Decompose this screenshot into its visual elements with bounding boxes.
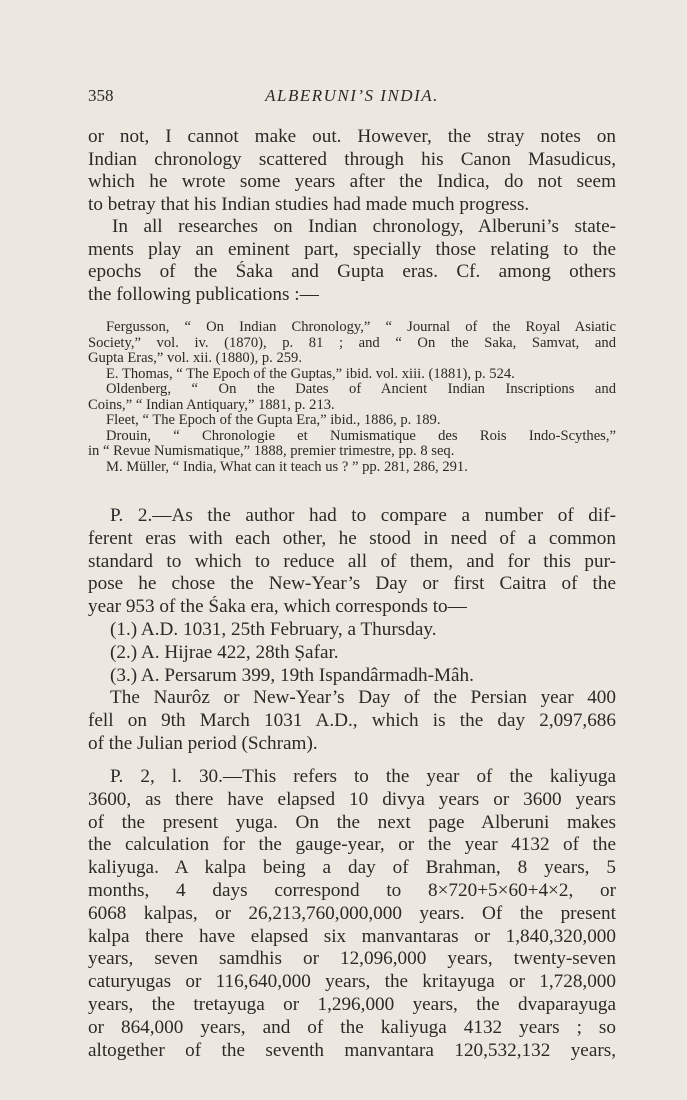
references-list [88, 320, 616, 475]
text-line: years, the tretayuga or 1,296,000 years, the dvaparayuga [88, 993, 616, 1015]
reference-line: Society,” vol. iv. (1870), p. 81 ; and “ On the Saka, Samvat, and [88, 335, 616, 351]
text-line: epochs of the Śaka and Gupta eras. Cf. among others [88, 261, 616, 282]
reference-line: Fergusson, “ On Indian Chronology,” “ Journal of the Royal Asiatic [106, 320, 616, 335]
text-line: fell on 9th March 1031 A.D., which is the day 2,097,686 [88, 710, 616, 732]
text-line: years, seven samdhis or 12,096,000 years, twenty-seven [88, 948, 616, 970]
reference-line: Oldenberg, “ On the Dates of Ancient Indian Inscriptions and [106, 382, 616, 397]
reference-line: Fleet, “ The Epoch of the Gupta Era,” ibid., 1886, p. 189. [106, 413, 441, 428]
text-line: standard to which to reduce all of them, and for this pur- [88, 550, 616, 572]
text-line: of the present yuga. On the next page Alberuni makes [88, 811, 616, 833]
text-line: (1.) A.D. 1031, 25th February, a Thursday. [110, 618, 437, 640]
reference-line: Gupta Eras,” vol. xii. (1880), p. 259. [88, 351, 303, 366]
text-line: (3.) A. Persarum 399, 19th Ispandârmadh-Mâh. [110, 664, 474, 686]
reference-line: M. Müller, “ India, What can it teach us ? ” pp. 281, 286, 291. [106, 459, 468, 475]
text-line: the calculation for the gauge-year, or the year 4132 of the [88, 834, 616, 856]
note-p2-l30 [88, 766, 616, 1062]
text-line: The Naurôz or New-Year’s Day of the Persian year 400 [110, 687, 616, 709]
text-line: caturyugas or 116,640,000 years, the kritayuga or 1,728,000 [88, 971, 616, 993]
text-line: ments play an eminent part, specially those relating to the [88, 238, 616, 260]
text-line: P. 2, l. 30.—This refers to the year of the kaliyuga [110, 766, 616, 787]
running-title: ALBERUNI’S INDIA. [265, 86, 439, 105]
text-line: or 864,000 years, and of the kaliyuga 4132 years ; so [88, 1016, 616, 1038]
text-line: altogether of the seventh manvantara 120,532,132 years, [88, 1039, 616, 1061]
note-p2 [88, 505, 616, 756]
text-line: months, 4 days correspond to 8×720+5×60+4×2, or [88, 879, 616, 901]
page-number: 358 [88, 86, 114, 105]
text-line: or not, I cannot make out. However, the stray notes on [88, 126, 616, 147]
text-line: kalpa there have elapsed six manvantaras or 1,840,320,000 [88, 925, 616, 947]
reference-line: in “ Revue Numismatique,” 1888, premier trimestre, pp. 8 seq. [88, 444, 455, 459]
text-line: 3600, as there have elapsed 10 divya years or 3600 years [88, 788, 616, 810]
text-line: Indian chronology scattered through his Canon Masudicus, [88, 148, 616, 170]
page-header [88, 86, 616, 110]
text-line: the following publications :— [88, 283, 319, 305]
text-line: In all researches on Indian chronology, Alberuni’s state- [112, 216, 616, 237]
text-line: 6068 kalpas, or 26,213,760,000,000 years. Of the present [88, 902, 616, 924]
text-line: (2.) A. Hijrae 422, 28th Ṣafar. [110, 641, 339, 663]
reference-line: Drouin, “ Chronologie et Numismatique des Rois Indo-Scythes,” [106, 428, 616, 444]
reference-line: Coins,” “ Indian Antiquary,” 1881, p. 213. [88, 397, 335, 413]
text-line: ferent eras with each other, he stood in need of a common [88, 527, 616, 549]
text-line: kaliyuga. A kalpa being a day of Brahman, 8 years, 5 [88, 857, 616, 879]
text-line: pose he chose the New-Year’s Day or first Caitra of the [88, 573, 616, 595]
text-line: year 953 of the Śaka era, which corresponds to— [88, 596, 467, 618]
text-line: of the Julian period (Schram). [88, 732, 318, 754]
text-line: P. 2.—As the author had to compare a number of dif- [110, 505, 616, 526]
text-line: which he wrote some years after the Indica, do not seem [88, 171, 616, 192]
paragraph-chronology-intro [88, 126, 616, 306]
text-line: to betray that his Indian studies had made much progress. [88, 193, 530, 215]
reference-line: E. Thomas, “ The Epoch of the Guptas,” ibid. vol. xiii. (1881), p. 524. [106, 366, 515, 382]
